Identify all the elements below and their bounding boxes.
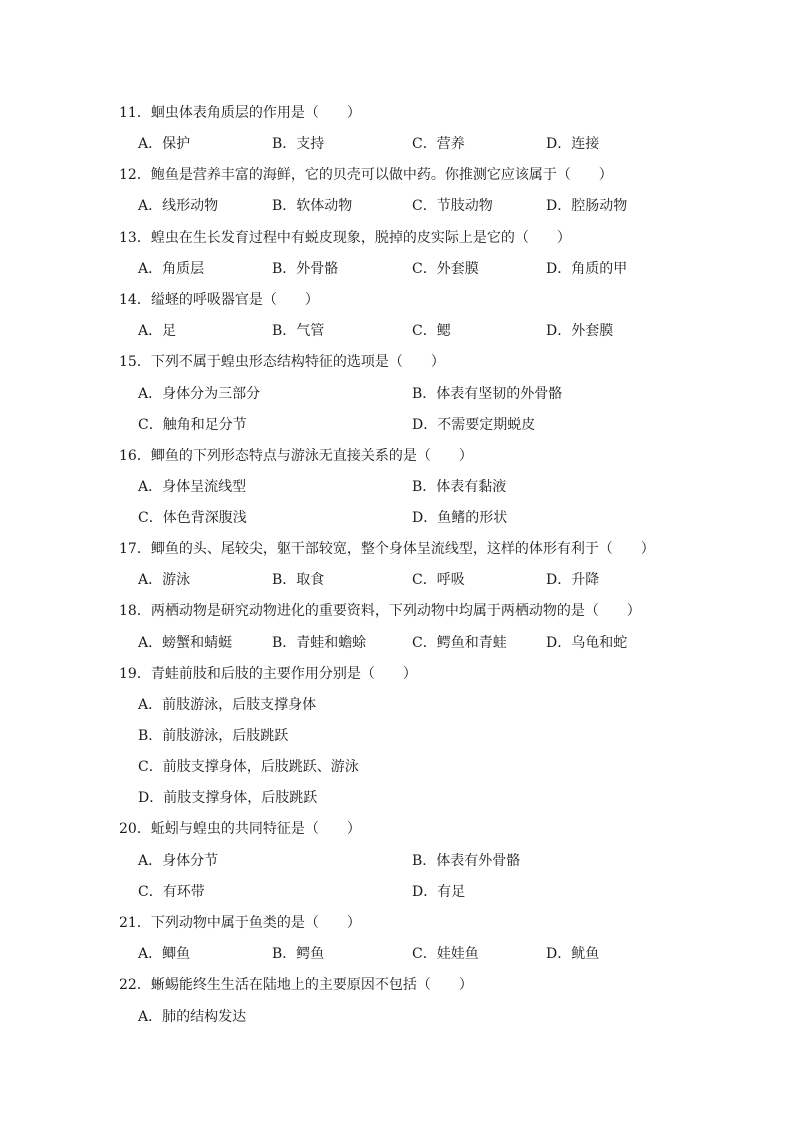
option: A．肺的结构发达 (138, 1009, 247, 1025)
option: B．气管 (272, 323, 325, 339)
option: B．体表有黏液 (412, 479, 507, 495)
option: A．身体分为三部分 (138, 386, 261, 402)
question-stem: 20．蚯蚓与蝗虫的共同特征是（ ） (119, 821, 361, 837)
question-stem: 16．鲫鱼的下列形态特点与游泳无直接关系的是（ ） (119, 448, 473, 464)
option: A．身体呈流线型 (138, 479, 247, 495)
option: A．足 (138, 323, 177, 339)
option: C．节肢动物 (412, 198, 493, 214)
option: B．外骨骼 (272, 261, 339, 277)
option: B．体表有坚韧的外骨骼 (412, 386, 563, 402)
question-stem: 14．缢蛏的呼吸器官是（ ） (119, 292, 319, 308)
option: D．腔肠动物 (546, 198, 628, 214)
option: D．前肢支撑身体，后肢跳跃 (138, 790, 318, 806)
question-stem: 12．鲍鱼是营养丰富的海鲜，它的贝壳可以做中药。你推测它应该属于（ ） (119, 167, 613, 183)
option: C．触角和足分节 (138, 417, 247, 433)
option: C．营养 (412, 136, 465, 152)
question-stem: 21．下列动物中属于鱼类的是（ ） (119, 915, 361, 931)
option: B．体表有外骨骼 (412, 853, 521, 869)
option: C．呼吸 (412, 572, 465, 588)
question-stem: 13．蝗虫在生长发育过程中有蜕皮现象，脱掉的皮实际上是它的（ ） (119, 230, 571, 246)
question-stem: 11．蛔虫体表角质层的作用是（ ） (119, 105, 361, 121)
option: D．外套膜 (546, 323, 614, 339)
option: A．螃蟹和蜻蜓 (138, 635, 233, 651)
question-stem: 17．鲫鱼的头、尾较尖，躯干部较宽，整个身体呈流线型，这样的体形有利于（ ） (119, 541, 655, 557)
option: A．身体分节 (138, 853, 219, 869)
option: B．软体动物 (272, 198, 353, 214)
option: C．娃娃鱼 (412, 946, 479, 962)
option: B．青蛙和蟾蜍 (272, 635, 367, 651)
option: A．角质层 (138, 261, 205, 277)
question-stem: 19．青蛙前肢和后肢的主要作用分别是（ ） (119, 666, 417, 682)
option: B．前肢游泳，后肢跳跃 (138, 728, 289, 744)
question-stem: 15．下列不属于蝗虫形态结构特征的选项是（ ） (119, 354, 445, 370)
option: A．线形动物 (138, 198, 219, 214)
option: C．外套膜 (412, 261, 479, 277)
option: C．体色背深腹浅 (138, 510, 247, 526)
question-stem: 22．蜥蜴能终生生活在陆地上的主要原因不包括（ ） (119, 977, 473, 993)
option: C．有环带 (138, 884, 205, 900)
question-stem: 18．两栖动物是研究动物进化的重要资料，下列动物中均属于两栖动物的是（ ） (119, 603, 641, 619)
option: C．鳄鱼和青蛙 (412, 635, 507, 651)
option: B．鳄鱼 (272, 946, 325, 962)
option: D．鱼鳍的形状 (412, 510, 508, 526)
option: D．不需要定期蜕皮 (412, 417, 536, 433)
option: C．前肢支撑身体，后肢跳跃、游泳 (138, 759, 359, 775)
option: A．鲫鱼 (138, 946, 191, 962)
option: B．支持 (272, 136, 325, 152)
option: D．升降 (546, 572, 600, 588)
option: D．鱿鱼 (546, 946, 600, 962)
option: A．前肢游泳，后肢支撑身体 (138, 697, 317, 713)
option: B．取食 (272, 572, 325, 588)
option: A．保护 (138, 136, 191, 152)
option: A．游泳 (138, 572, 191, 588)
option: D．角质的甲 (546, 261, 628, 277)
option: D．乌龟和蛇 (546, 635, 628, 651)
option: D．有足 (412, 884, 466, 900)
option: C．鳃 (412, 323, 451, 339)
option: D．连接 (546, 136, 600, 152)
